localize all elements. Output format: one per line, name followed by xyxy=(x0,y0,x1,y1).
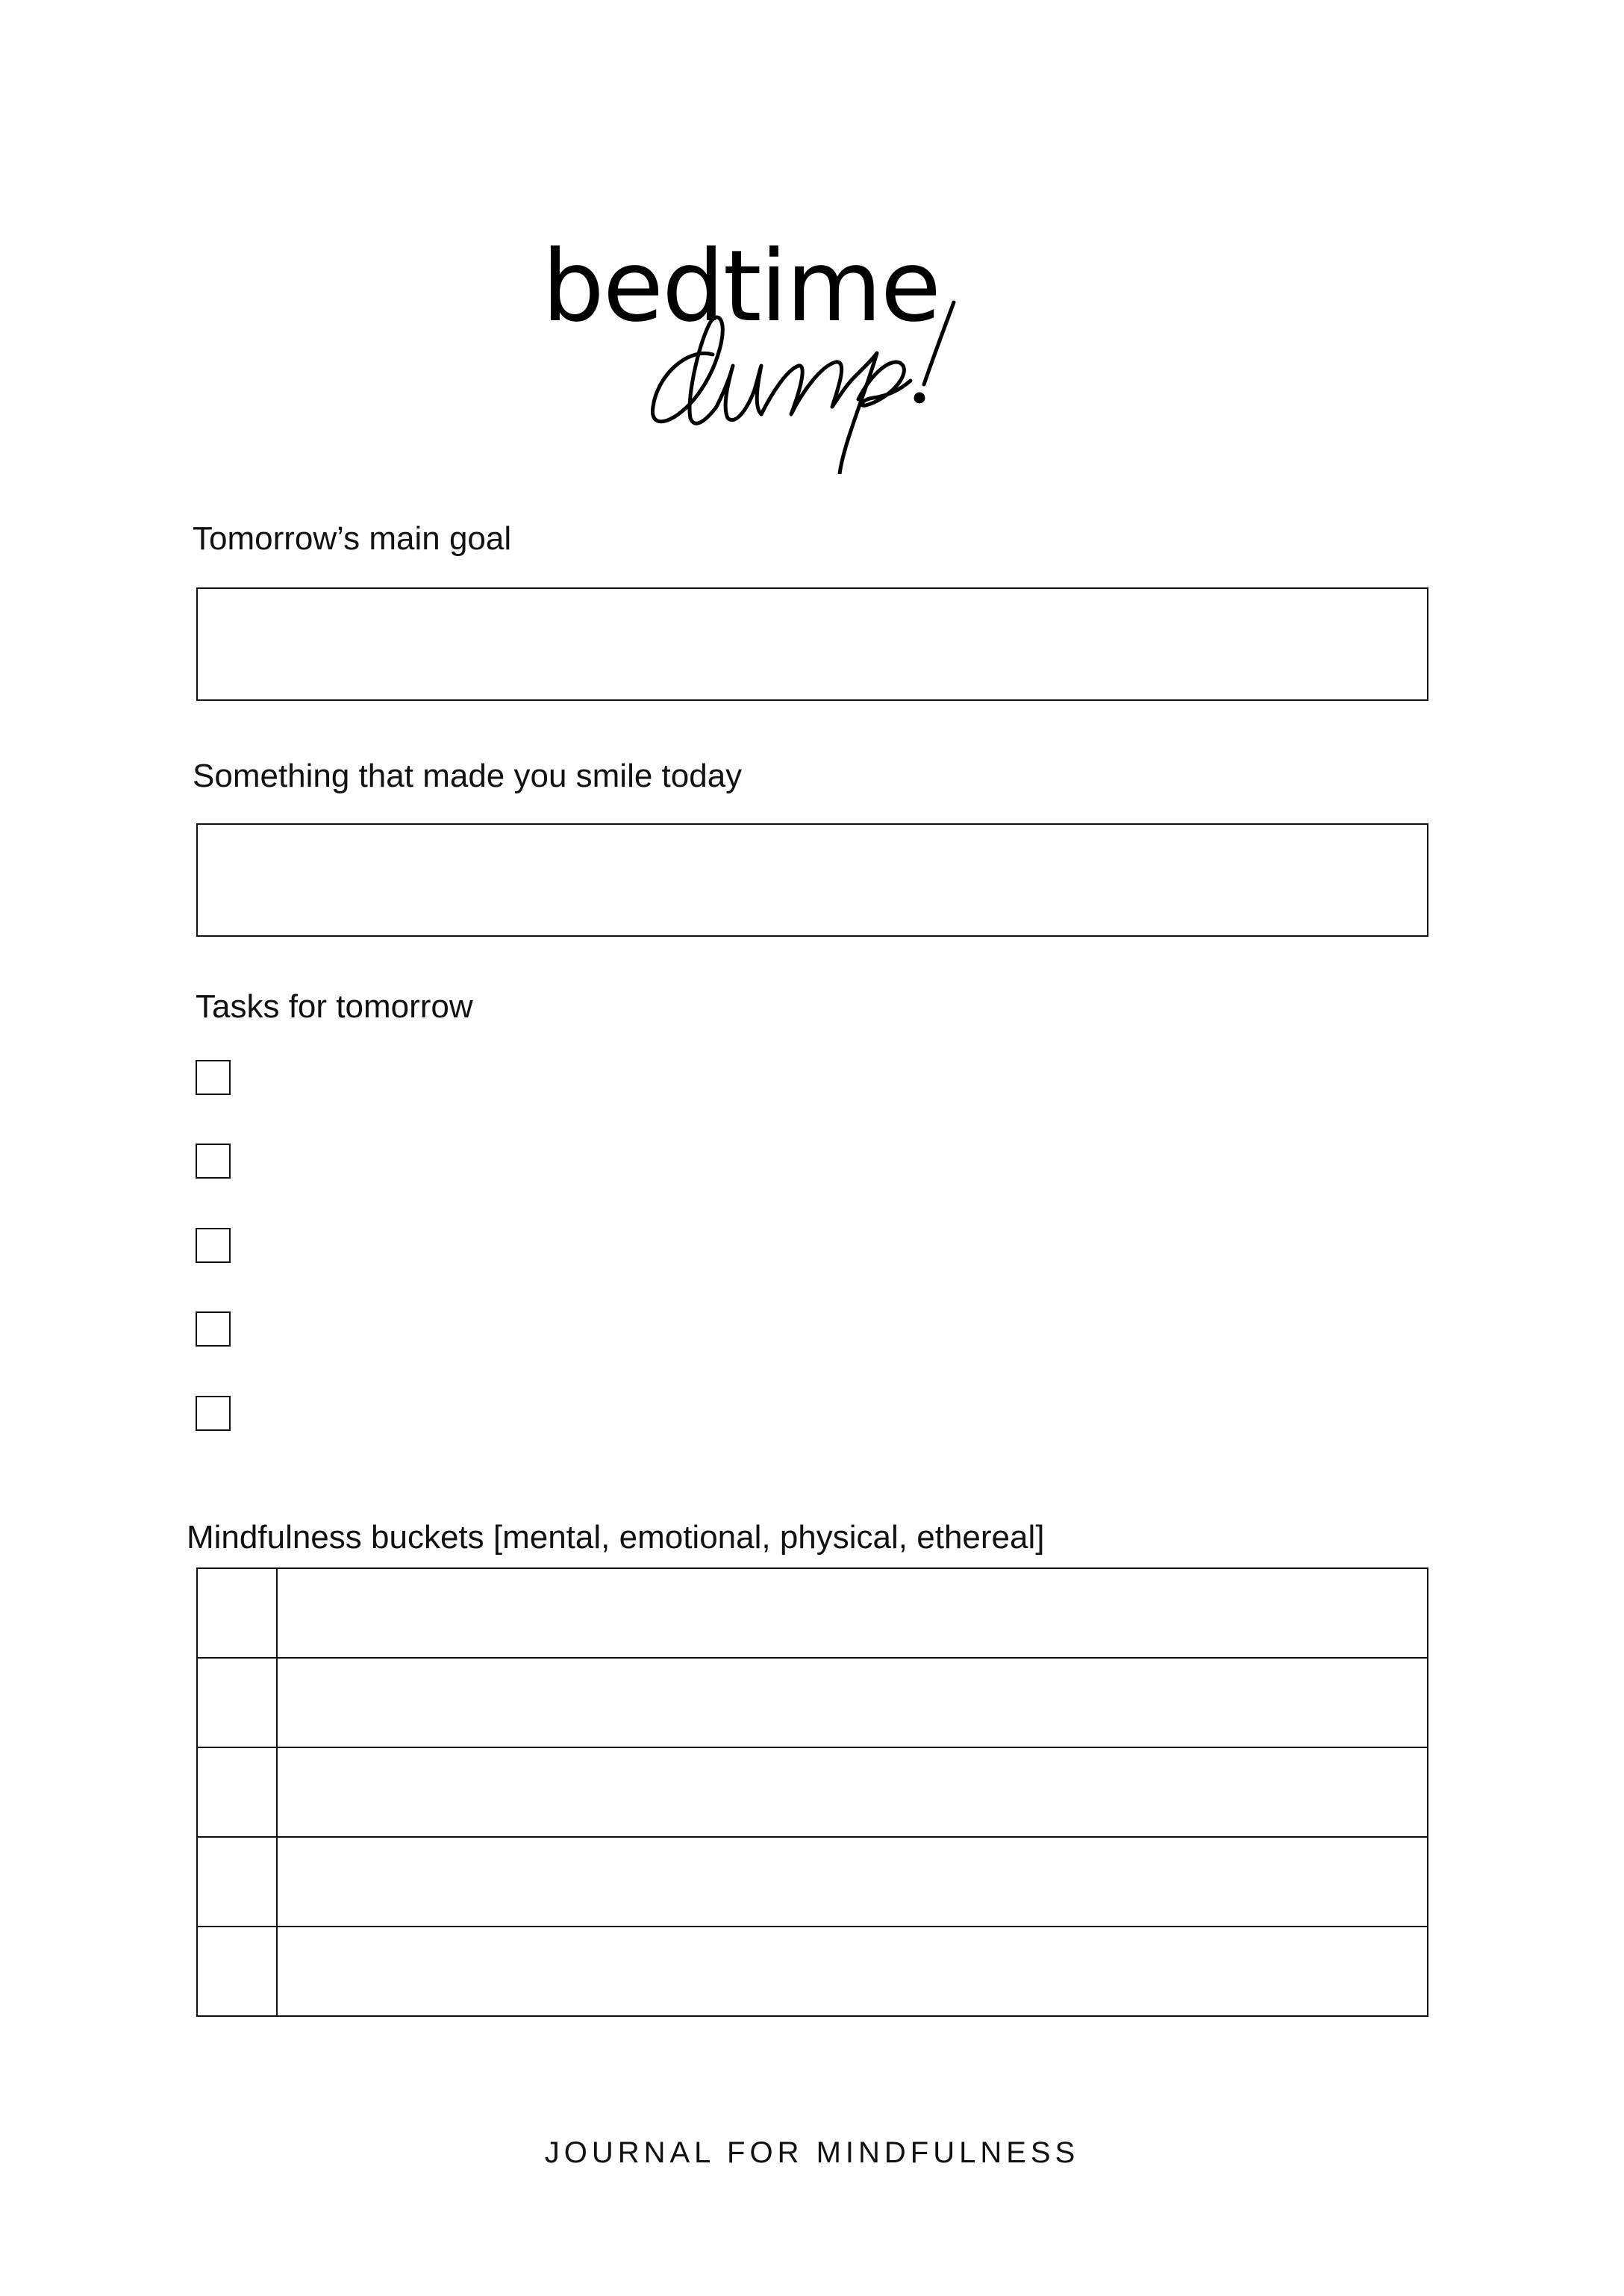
bucket-cell[interactable] xyxy=(198,1569,278,1657)
table-row xyxy=(198,1927,1427,2017)
note-cell[interactable] xyxy=(278,1927,1427,2017)
buckets-label: Mindfulness buckets [mental, emotional, physical, ethereal] xyxy=(187,1519,1045,1556)
note-cell[interactable] xyxy=(278,1748,1427,1836)
note-cell[interactable] xyxy=(278,1569,1427,1657)
bucket-cell[interactable] xyxy=(198,1748,278,1836)
table-row xyxy=(198,1569,1427,1659)
task-checkbox-1[interactable] xyxy=(196,1060,231,1095)
task-checkbox-4[interactable] xyxy=(196,1311,231,1347)
tasks-label: Tasks for tomorrow xyxy=(196,988,473,1025)
bucket-cell[interactable] xyxy=(198,1838,278,1926)
note-cell[interactable] xyxy=(278,1659,1427,1747)
buckets-table xyxy=(196,1567,1428,2017)
main-goal-label: Tomorrow’s main goal xyxy=(193,520,512,557)
title-dump-script xyxy=(642,295,1030,474)
bucket-cell[interactable] xyxy=(198,1659,278,1747)
smile-field[interactable] xyxy=(196,823,1428,937)
main-goal-field[interactable] xyxy=(196,587,1428,701)
bucket-cell[interactable] xyxy=(198,1927,278,2017)
footer-text: JOURNAL FOR MINDFULNESS xyxy=(544,2136,1080,2169)
table-row xyxy=(198,1748,1427,1838)
smile-label: Something that made you smile today xyxy=(193,758,743,794)
task-checkbox-5[interactable] xyxy=(196,1396,231,1431)
table-row xyxy=(198,1659,1427,1748)
title-bedtime: bedtime xyxy=(542,229,940,344)
task-checkbox-2[interactable] xyxy=(196,1144,231,1179)
table-row xyxy=(198,1838,1427,1927)
task-checkbox-3[interactable] xyxy=(196,1228,231,1263)
note-cell[interactable] xyxy=(278,1838,1427,1926)
